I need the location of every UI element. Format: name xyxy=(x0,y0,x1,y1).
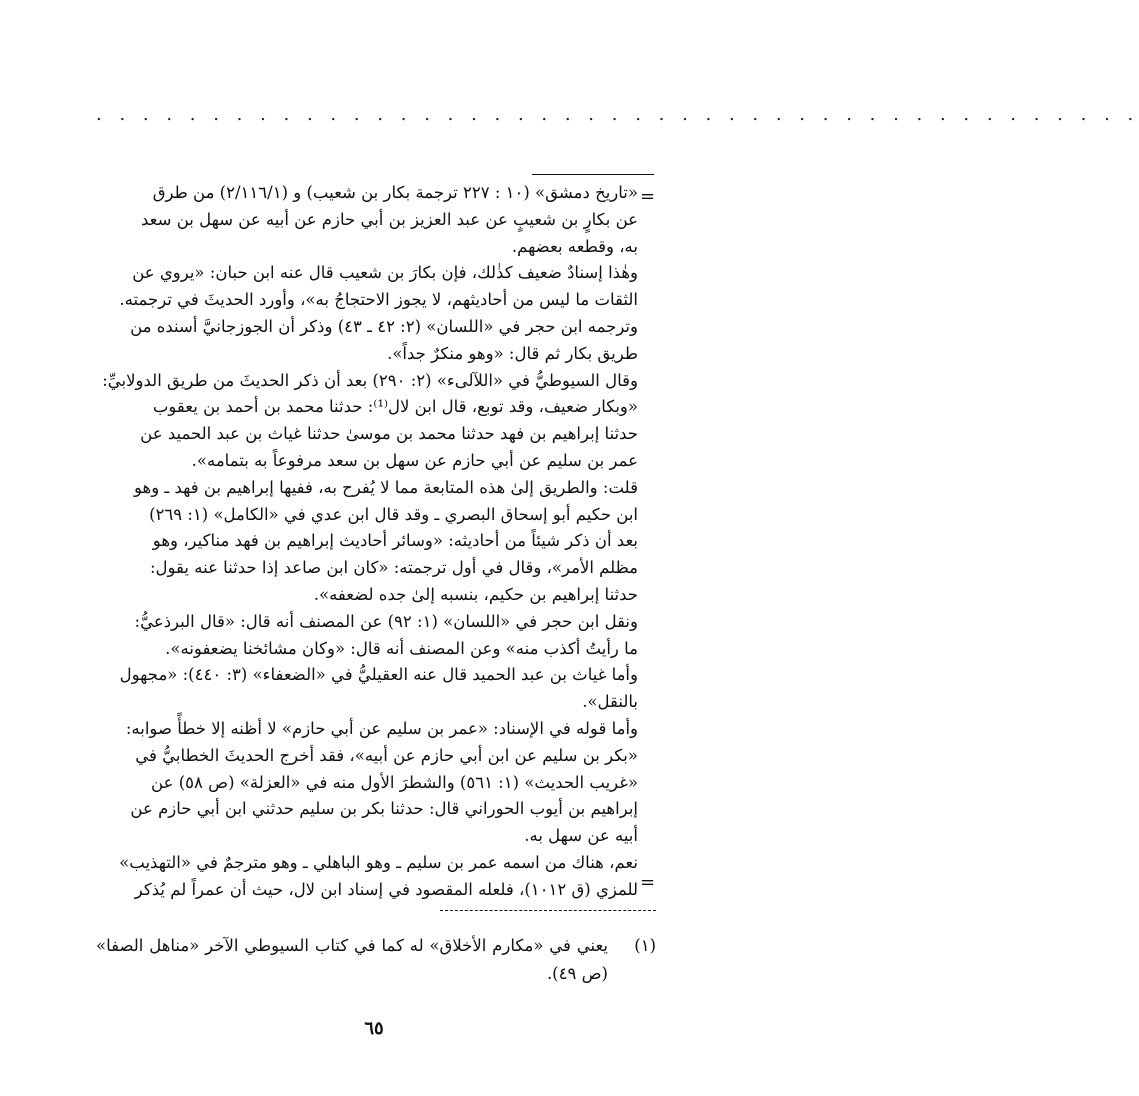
text-line: «غريب الحديث» (١: ٥٦١) والشطرَ الأول منه في «العزلة» (ص ٥٨) عن xyxy=(151,772,638,792)
text-line: بعد أن ذكر شيئاً من أحاديثه: «وسائر أحاديث إبراهيم بن فهد مناكير، وهو xyxy=(152,531,638,551)
text-line: حدثنا إبراهيم بن حكيم، بنسبه إلىٰ جده لضعفه». xyxy=(313,584,638,604)
footnote-text: يعني في «مكارم الأخلاق» له كما في كتاب السيوطي الآخر «مناهل الصفا» (ص ٤٩). xyxy=(96,936,608,983)
text-line: وأما قوله في الإسناد: «عمر بن سليم عن أبي حازم» لا أظنه إلا خطأً صوابه: xyxy=(125,718,638,738)
text-line: وأما غياث بن عبد الحميد قال عنه العقيليُّ في «الضعفاء» (٣: ٤٤٠): «مجهول xyxy=(119,665,638,685)
footnote-number: (١) xyxy=(634,936,656,955)
text-line: نعم، هناك من اسمه عمر بن سليم ـ وهو الباهلي ـ وهو مترجمٌ في «التهذيب» xyxy=(119,852,638,872)
top-rule xyxy=(532,174,654,175)
text-line: أبيه عن سهل به. xyxy=(524,826,638,846)
text-line: عمر بن سليم عن أبي حازم عن سهل بن سعد مرفوعاً به بتمامه». xyxy=(191,450,638,470)
text-line: عن بكارٍ بن شعيبٍ عن عبد العزيز بن أبي حازم عن أبيه عن سهل بن سعد xyxy=(141,209,638,229)
continuation-marker-top: = xyxy=(640,186,656,207)
page-number: ٦٥ xyxy=(364,1018,384,1039)
text-line: ما رأيتُ أكذب منه» وعن المصنف أنه قال: «وكان مشائخنا يضعفونه». xyxy=(165,638,638,658)
text-line: وترجمه ابن حجر في «اللسان» (٢: ٤٢ ـ ٤٣) وذكر أن الجوزجانيَّ أسنده من xyxy=(130,316,638,336)
text-line: ابن حكيم أبو إسحاق البصري ـ وقد قال ابن عدي في «الكامل» (١: ٢٦٩) xyxy=(149,504,638,524)
text-line: بالنقل». xyxy=(582,692,638,712)
continuation-marker-bottom: = xyxy=(640,872,656,893)
text-line: وقال السيوطيُّ في «اللآلىء» (٢: ٢٩٠) بعد أن ذكر الحديثَ من طريق الدولابيِّ: xyxy=(102,370,638,390)
text-line: «وبكار ضعيف، وقد توبع، قال ابن لال⁽¹⁾: حدثنا محمد بن أحمد بن يعقوب xyxy=(152,397,638,417)
main-text xyxy=(96,180,638,904)
text-line: «بكر بن سليم عن ابن أبي حازم عن أبيه»، فقد أخرج الحديثَ الخطابيُّ في xyxy=(135,745,638,765)
text-line: حدثنا إبراهيم بن فهد حدثنا محمد بن موسىٰ حدثنا غياث بن عبد الحميد عن xyxy=(140,424,638,444)
text-line: مظلم الأمر»، وقال في أول ترجمته: «كان ابن صاعد إذا حدثنا عنه يقول: xyxy=(149,558,638,578)
header-dotted-line: . . . . . . . . . . . . . . . . . . . . . . . . . . . . . . . . . . . . . . . . . . . . . xyxy=(96,104,1139,125)
text-line: به، وقطعه بعضهم. xyxy=(511,236,638,256)
text-line: للمزي (ق ١٠١٢)، فلعله المقصود في إسناد ابن لال، حيث أن عمراً لم يُذكر xyxy=(134,879,638,899)
footnote xyxy=(96,932,656,988)
text-line: طريق بكار ثم قال: «وهو منكرٌ جداً». xyxy=(387,343,638,363)
text-line: قلت: والطريق إلىٰ هذه المتابعة مما لا يُفرح به، ففيها إبراهيم بن فهد ـ وهو xyxy=(133,477,638,497)
text-line: «تاريخ دمشق» (١٠ : ٢٢٧ ترجمة بكار بن شعيب) و (٢/١١٦/١) من طرق xyxy=(152,183,638,202)
text-line: وهٰذا إسنادٌ ضعيف كذٰلك، فإن بكارَ بن شعيب قال عنه ابن حبان: «يروي عن xyxy=(132,263,638,283)
footnote-divider xyxy=(440,910,656,911)
text-line: إبراهيم بن أيوب الحوراني قال: حدثنا بكر بن سليم حدثني ابن أبي حازم عن xyxy=(130,799,638,819)
text-line: الثقات ما ليس من أحاديثهم، لا يجوز الاحتجاجُ به»، وأورد الحديثَ في ترجمته. xyxy=(119,290,638,310)
text-line: ونقل ابن حجر في «اللسان» (١: ٩٢) عن المصنف أنه قال: «قال البرذعيُّ: xyxy=(134,611,638,631)
